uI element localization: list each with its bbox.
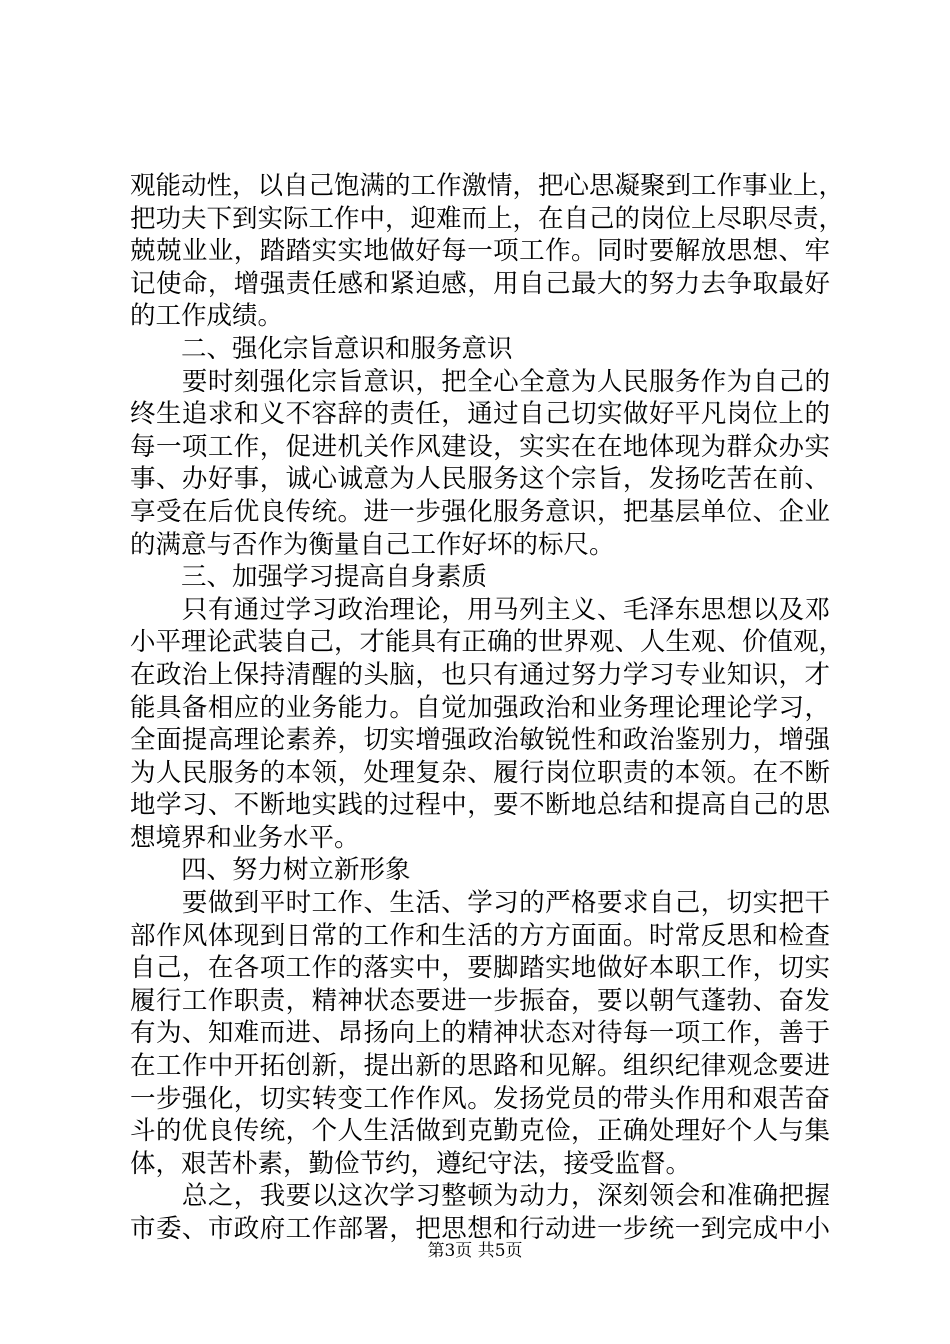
text-line: 记使命，增强责任感和紧迫感，用自己最大的努力去争取最好 bbox=[130, 268, 830, 299]
text-line: 想境界和业务水平。 bbox=[130, 822, 360, 853]
document-body bbox=[130, 170, 845, 1246]
text-line: 体，艰苦朴素，勤俭节约，遵纪守法，接受监督。 bbox=[130, 1148, 692, 1179]
text-line: 把功夫下到实际工作中，迎难而上，在自己的岗位上尽职尽责， bbox=[130, 203, 845, 234]
text-line: 全面提高理论素养，切实增强政治敏锐性和政治鉴别力，增强 bbox=[130, 725, 830, 756]
text-line: 要做到平时工作、生活、学习的严格要求自己，切实把干 bbox=[130, 888, 830, 919]
text-line: 斗的优良传统，个人生活做到克勤克俭，正确处理好个人与集 bbox=[130, 1116, 830, 1147]
text-line: 观能动性，以自己饱满的工作激情，把心思凝聚到工作事业上， bbox=[130, 171, 845, 201]
text-line: 地学习、不断地实践的过程中，要不断地总结和提高自己的思 bbox=[130, 790, 830, 821]
text-line: 总之，我要以这次学习整顿为动力，深刻领会和准确把握 bbox=[130, 1181, 830, 1212]
text-line: 有为、知难而进、昂扬向上的精神状态对待每一项工作，善于 bbox=[130, 1018, 830, 1049]
text-line: 在政治上保持清醒的头脑，也只有通过努力学习专业知识，才 bbox=[130, 659, 830, 690]
text-line: 事、办好事，诚心诚意为人民服务这个宗旨，发扬吃苦在前、 bbox=[130, 464, 830, 495]
text-line: 履行工作职责，精神状态要进一步振奋，要以朝气蓬勃、奋发 bbox=[130, 985, 830, 1016]
text-line: 为人民服务的本领，处理复杂、履行岗位职责的本领。在不断 bbox=[130, 757, 830, 788]
text-line: 二、强化宗旨意识和服务意识 bbox=[130, 333, 513, 364]
text-line: 兢兢业业，踏踏实实地做好每一项工作。同时要解放思想、牢 bbox=[130, 236, 830, 267]
text-line: 的工作成绩。 bbox=[130, 301, 284, 332]
page-number-footer: 第3页 共5页 bbox=[427, 1241, 523, 1261]
text-line: 市委、市政府工作部署，把思想和行动进一步统一到完成中小 bbox=[130, 1214, 830, 1244]
text-line: 部作风体现到日常的工作和生活的方方面面。时常反思和检查 bbox=[130, 920, 830, 951]
text-line: 四、努力树立新形象 bbox=[130, 855, 411, 886]
text-line: 终生追求和义不容辞的责任，通过自己切实做好平凡岗位上的 bbox=[130, 399, 830, 430]
text-line: 自己，在各项工作的落实中，要脚踏实地做好本职工作，切实 bbox=[130, 953, 830, 984]
text-line: 一步强化，切实转变工作作风。发扬党员的带头作用和艰苦奋 bbox=[130, 1083, 830, 1114]
text-line: 的满意与否作为衡量自己工作好坏的标尺。 bbox=[130, 529, 615, 560]
text-line: 要时刻强化宗旨意识，把全心全意为人民服务作为自己的 bbox=[130, 366, 830, 397]
text-line: 只有通过学习政治理论，用马列主义、毛泽东思想以及邓 bbox=[130, 594, 830, 625]
text-line: 在工作中开拓创新，提出新的思路和见解。组织纪律观念要进 bbox=[130, 1051, 830, 1082]
text-line: 三、加强学习提高自身素质 bbox=[130, 562, 488, 593]
text-line: 能具备相应的业务能力。自觉加强政治和业务理论理论学习， bbox=[130, 692, 830, 723]
text-line: 每一项工作，促进机关作风建设，实实在在地体现为群众办实 bbox=[130, 431, 830, 462]
text-line: 小平理论武装自己，才能具有正确的世界观、人生观、价值观， bbox=[130, 627, 845, 658]
text-line: 享受在后优良传统。进一步强化服务意识，把基层单位、企业 bbox=[130, 496, 830, 527]
